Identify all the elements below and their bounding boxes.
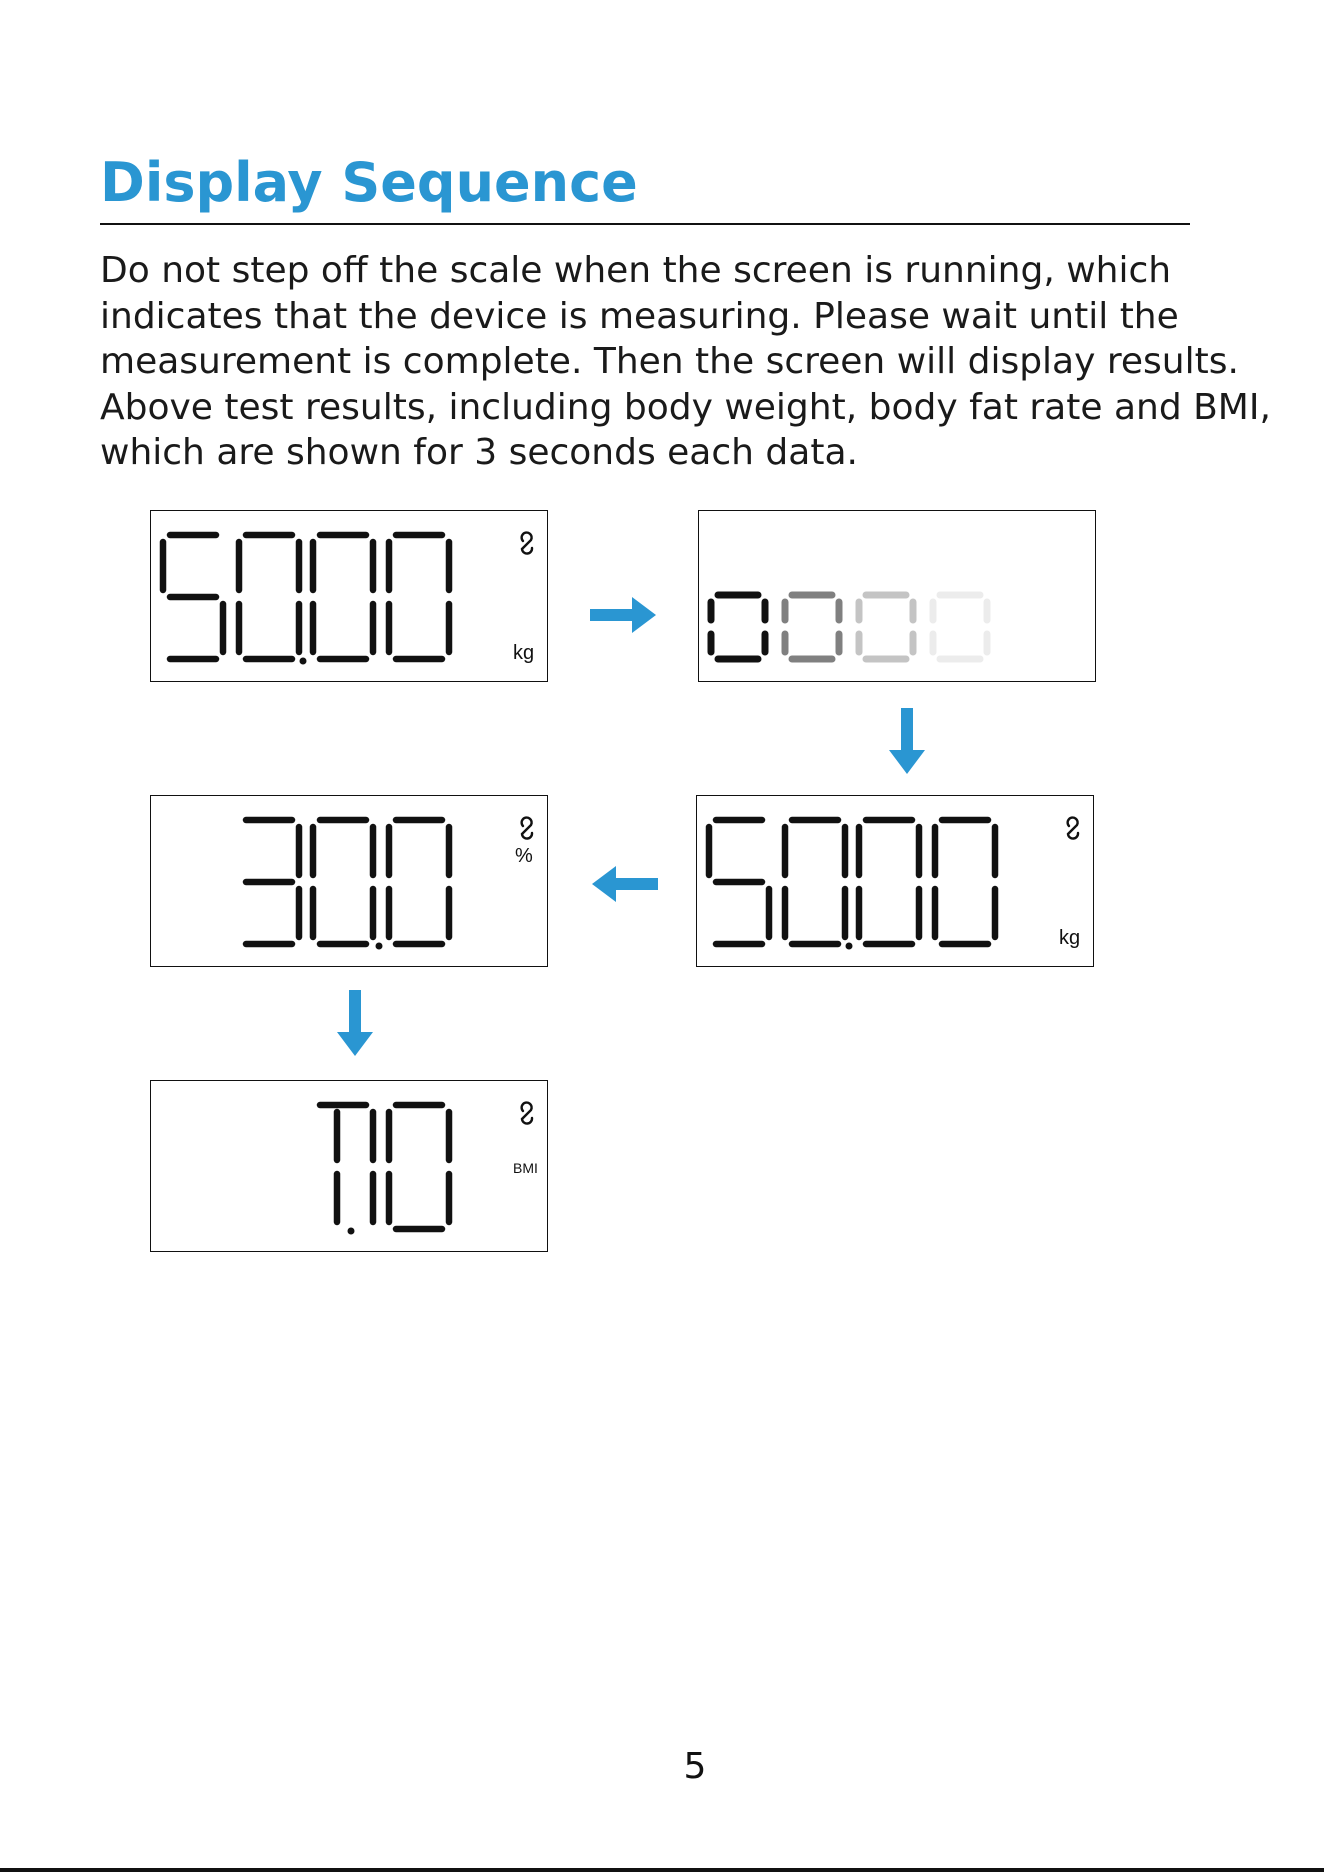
display-body-fat bbox=[150, 795, 548, 967]
page-number: 5 bbox=[683, 1746, 707, 1787]
instructions-line: which are shown for 3 seconds each data. bbox=[100, 432, 858, 473]
unit-label: kg bbox=[1059, 927, 1081, 949]
instructions-line: Above test results, including body weight, body fat rate and BMI, bbox=[100, 386, 1271, 428]
unit-label: BMI bbox=[513, 1160, 538, 1176]
arrow-right-icon bbox=[588, 592, 660, 638]
user-icon bbox=[522, 1103, 532, 1124]
instructions-paragraph bbox=[100, 248, 1271, 476]
decimal-point bbox=[300, 658, 307, 665]
arrow-left-icon bbox=[588, 861, 660, 907]
display-weight-result bbox=[696, 795, 1094, 967]
display-bmi bbox=[150, 1080, 548, 1252]
display-measuring bbox=[698, 510, 1096, 682]
user-icon bbox=[1068, 818, 1078, 839]
display-weight-initial bbox=[150, 510, 548, 682]
user-icon bbox=[522, 533, 532, 554]
decimal-point bbox=[846, 943, 853, 950]
unit-label: % bbox=[515, 845, 533, 867]
instructions-line: Do not step off the scale when the screen is running, which bbox=[100, 250, 1172, 291]
title-underline bbox=[100, 223, 1190, 225]
arrow-down-icon bbox=[884, 706, 930, 776]
decimal-point bbox=[376, 943, 383, 950]
decimal-point bbox=[348, 1228, 355, 1235]
user-icon bbox=[522, 818, 532, 839]
page-bottom-border bbox=[0, 1868, 1324, 1872]
unit-label: kg bbox=[513, 642, 535, 664]
page-title: Display Sequence bbox=[100, 151, 638, 214]
arrow-down-icon bbox=[332, 988, 378, 1058]
instructions-line: indicates that the device is measuring. Please wait until the bbox=[100, 295, 1179, 337]
instructions-line: measurement is complete. Then the screen will display results. bbox=[100, 341, 1239, 382]
